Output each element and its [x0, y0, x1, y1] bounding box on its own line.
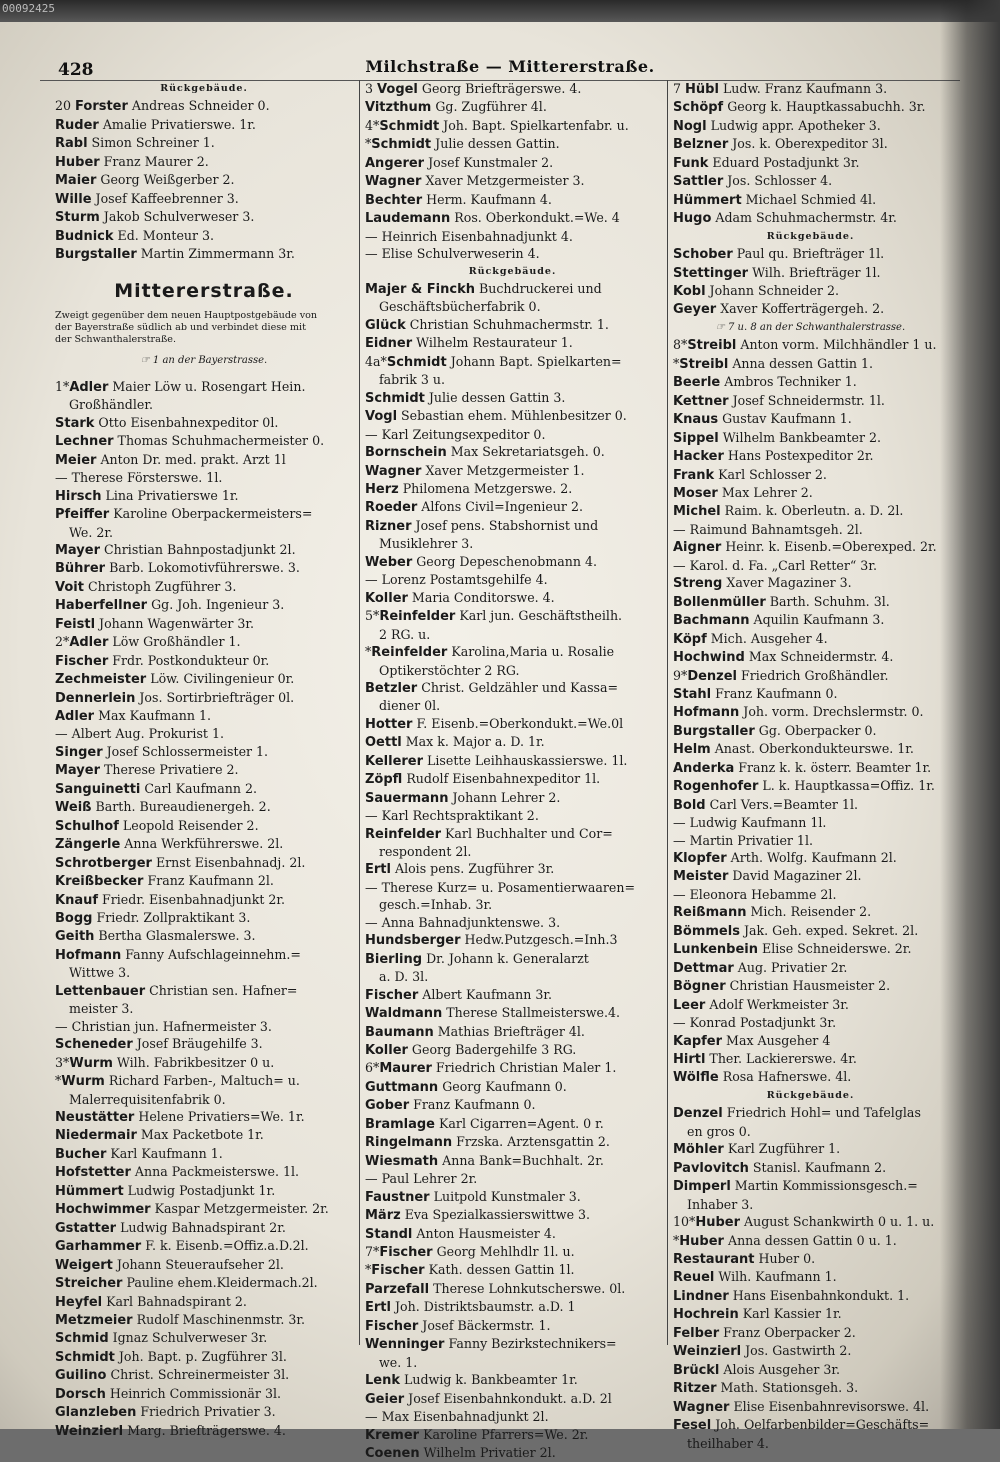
- directory-entry: Kapfer Max Ausgeher 4: [673, 1032, 831, 1049]
- directory-entry: 7 Hübl Ludw. Franz Kaufmann 3.: [673, 81, 888, 97]
- directory-entry: Michel Raim. k. Oberleutn. a. D. 2l.: [673, 503, 904, 520]
- directory-entry: Ringelmann Frzska. Arztensgattin 2.: [365, 1134, 610, 1151]
- image-id: 00092425: [2, 2, 55, 15]
- directory-entry: Wagner Xaver Metzgermeister 1.: [365, 462, 585, 479]
- directory-entry: Fischer Frdr. Postkondukteur 0r.: [55, 652, 270, 669]
- directory-entry: Sippel Wilhelm Bankbeamter 2.: [673, 429, 882, 446]
- directory-entry: Geier Josef Eisenbahnkondukt. a.D. 2l: [365, 1390, 612, 1407]
- directory-entry: — Raimund Bahnamtsgeh. 2l.: [673, 521, 863, 537]
- directory-entry: Ruder Amalie Privatierswe. 1r.: [55, 116, 256, 133]
- directory-entry: Lindner Hans Eisenbahnkondukt. 1.: [673, 1287, 910, 1304]
- directory-entry: Bömmels Jak. Geh. exped. Sekret. 2l.: [673, 922, 919, 939]
- directory-entry: Stettinger Wilh. Briefträger 1l.: [673, 264, 881, 281]
- directory-entry: We. 2r.: [69, 524, 114, 540]
- entry-list: [673, 1104, 948, 1452]
- directory-entry: Dimperl Martin Kommissionsgesch.=: [673, 1178, 918, 1195]
- directory-entry: 2*Adler Löw Großhändler 1.: [55, 634, 241, 651]
- running-head: Milchstraße — Mittererstraße.: [365, 57, 655, 76]
- directory-entry: — Karl Zeitungsexpeditor 0.: [365, 426, 546, 442]
- directory-entry: Lenk Ludwig k. Bankbeamter 1r.: [365, 1372, 578, 1389]
- directory-entry: Hirsch Lina Privatierswe 1r.: [55, 487, 239, 504]
- directory-entry: Bramlage Karl Cigarren=Agent. 0 r.: [365, 1115, 604, 1132]
- directory-entry: Felber Franz Oberpacker 2.: [673, 1324, 856, 1341]
- directory-entry: Reuel Wilh. Kaufmann 1.: [673, 1269, 837, 1286]
- directory-entry: Hofstetter Anna Packmeisterswe. 1l.: [55, 1164, 300, 1181]
- directory-entry: Schmid Ignaz Schulverweser 3r.: [55, 1330, 268, 1347]
- directory-entry: Zechmeister Löw. Civilingenieur 0r.: [55, 671, 295, 688]
- directory-entry: fabrik 3 u.: [379, 372, 446, 388]
- directory-entry: Voit Christoph Zugführer 3.: [55, 578, 237, 595]
- directory-entry: 2 RG. u.: [379, 626, 431, 642]
- directory-entry: — Anna Bahnadjunktenswe. 3.: [365, 914, 561, 930]
- directory-entry: Funk Eduard Postadjunkt 3r.: [673, 154, 860, 171]
- directory-entry: Klopfer Arth. Wolfg. Kaufmann 2l.: [673, 850, 897, 867]
- entry-list: [55, 97, 353, 263]
- directory-entry: Koller Maria Conditorswe. 4.: [365, 589, 555, 606]
- directory-entry: Zöpfl Rudolf Eisenbahnexpeditor 1l.: [365, 771, 601, 788]
- street-description: [55, 310, 353, 347]
- directory-entry: Bechter Herm. Kaufmann 4.: [365, 191, 552, 208]
- directory-entry: Malerrequisitenfabrik 0.: [69, 1091, 226, 1107]
- directory-entry: Burgstaller Martin Zimmermann 3r.: [55, 246, 295, 263]
- column-1: [55, 80, 353, 1440]
- directory-entry: diener 0l.: [379, 698, 441, 714]
- directory-entry: Bührer Barb. Lokomotivführerswe. 3.: [55, 560, 300, 577]
- directory-entry: 3*Wurm Wilh. Fabrikbesitzer 0 u.: [55, 1054, 275, 1071]
- directory-entry: Moser Max Lehrer 2.: [673, 484, 813, 501]
- directory-entry: Optikerstöchter 2 RG.: [379, 662, 520, 678]
- directory-entry: Weber Georg Depeschenobmann 4.: [365, 553, 598, 570]
- directory-entry: Bucher Karl Kaufmann 1.: [55, 1145, 223, 1162]
- directory-entry: *Fischer Kath. dessen Gattin 1l.: [365, 1262, 575, 1279]
- directory-entry: *Streibl Anna dessen Gattin 1.: [673, 355, 874, 372]
- directory-entry: Schober Paul qu. Briefträger 1l.: [673, 246, 885, 263]
- directory-entry: Singer Josef Schlossermeister 1.: [55, 743, 269, 760]
- directory-entry: Scheneder Josef Bräugehilfe 3.: [55, 1036, 263, 1053]
- directory-entry: März Eva Spezialkassierswittwe 3.: [365, 1207, 591, 1224]
- directory-entry: Kobl Johann Schneider 2.: [673, 282, 839, 299]
- directory-entry: Gstatter Ludwig Bahnadspirant 2r.: [55, 1219, 286, 1236]
- street-title: Mittererstraße.: [114, 279, 294, 302]
- directory-entry: Rizner Josef pens. Stabshornist und: [365, 517, 599, 534]
- directory-entry: Zängerle Anna Werkführerswe. 2l.: [55, 836, 284, 853]
- directory-entry: Geith Bertha Glasmalerswe. 3.: [55, 928, 256, 945]
- directory-entry: meister 3.: [69, 1001, 134, 1017]
- directory-entry: Coenen Wilhelm Privatier 2l.: [365, 1444, 556, 1461]
- directory-entry: Pavlovitch Stanisl. Kaufmann 2.: [673, 1159, 887, 1176]
- directory-entry: Möhler Karl Zugführer 1.: [673, 1141, 841, 1158]
- directory-entry: Ertl Joh. Distriktsbaumstr. a.D. 1: [365, 1299, 576, 1316]
- directory-entry: Belzner Jos. k. Oberexpeditor 3l.: [673, 136, 888, 153]
- directory-entry: Nogl Ludwig appr. Apotheker 3.: [673, 117, 881, 134]
- directory-entry: Musiklehrer 3.: [379, 536, 474, 552]
- directory-entry: Waldmann Therese Stallmeisterswe.4.: [365, 1005, 620, 1022]
- directory-entry: Dettmar Aug. Privatier 2r.: [673, 959, 848, 976]
- directory-entry: Wenninger Fanny Bezirkstechnikers=: [365, 1336, 617, 1353]
- directory-entry: Hümmert Ludwig Postadjunkt 1r.: [55, 1182, 276, 1199]
- directory-entry: Meier Anton Dr. med. prakt. Arzt 1l: [55, 451, 286, 468]
- directory-entry: *Reinfelder Karolina,Maria u. Rosalie: [365, 644, 615, 661]
- section-heading: Rückgebäude.: [766, 230, 855, 242]
- directory-entry: 8*Streibl Anton vorm. Milchhändler 1 u.: [673, 337, 937, 354]
- directory-entry: Betzler Christ. Geldzähler und Kassa=: [365, 679, 619, 696]
- directory-entry: — Therese Försterswe. 1l.: [55, 470, 223, 486]
- directory-entry: Budnick Ed. Monteur 3.: [55, 227, 215, 244]
- directory-entry: Fischer Josef Bäckermstr. 1.: [365, 1317, 551, 1334]
- directory-entry: Hirtl Ther. Lackiererswe. 4r.: [673, 1051, 857, 1068]
- directory-entry: Baumann Mathias Briefträger 4l.: [365, 1023, 585, 1040]
- directory-entry: Kellerer Lisette Leihhauskassierswe. 1l.: [365, 752, 628, 769]
- directory-entry: Inhaber 3.: [687, 1196, 754, 1212]
- directory-entry: respondent 2l.: [379, 844, 472, 860]
- directory-entry: Hümmert Michael Schmied 4l.: [673, 191, 877, 208]
- scan-top-band: [0, 0, 1000, 22]
- entry-list: [673, 245, 948, 319]
- directory-entry: Anderka Franz k. k. österr. Beamter 1r.: [673, 759, 932, 776]
- directory-entry: Wiesmath Anna Bank=Buchhalt. 2r.: [365, 1152, 604, 1169]
- directory-entry: Glück Christian Schuhmachermstr. 1.: [365, 316, 609, 333]
- directory-entry: Weigert Johann Steueraufseher 2l.: [55, 1256, 284, 1273]
- directory-entry: Hacker Hans Postexpeditor 2r.: [673, 448, 874, 465]
- directory-entry: Leer Adolf Werkmeister 3r.: [673, 996, 849, 1013]
- directory-entry: Hochwimmer Kaspar Metzgermeister. 2r.: [55, 1201, 329, 1218]
- directory-entry: 6*Maurer Friedrich Christian Maler 1.: [365, 1060, 617, 1077]
- directory-entry: Bachmann Aquilin Kaufmann 3.: [673, 612, 885, 629]
- directory-entry: Lunkenbein Elise Schneiderswe. 2r.: [673, 941, 912, 958]
- directory-entry: — Albert Aug. Prokurist 1.: [55, 726, 225, 742]
- directory-entry: — Eleonora Hebamme 2l.: [673, 886, 837, 902]
- directory-entry: Stahl Franz Kaufmann 0.: [673, 685, 838, 702]
- directory-entry: 1*Adler Maier Löw u. Rosengart Hein.: [55, 378, 306, 395]
- directory-entry: Guilino Christ. Schreinermeister 3l.: [55, 1367, 290, 1384]
- directory-entry: gesch.=Inhab. 3r.: [379, 897, 493, 913]
- directory-entry: Koller Georg Badergehilfe 3 RG.: [365, 1042, 577, 1059]
- directory-entry: Laudemann Ros. Oberkondukt.=We. 4: [365, 210, 620, 227]
- directory-entry: Hochwind Max Schneidermstr. 4.: [673, 649, 894, 666]
- directory-entry: *Schmidt Julie dessen Gattin.: [365, 136, 560, 153]
- directory-entry: en gros 0.: [687, 1123, 751, 1139]
- directory-entry: Großhändler.: [69, 397, 153, 413]
- directory-entry: Bornschein Max Sekretariatsgeh. 0.: [365, 444, 605, 461]
- directory-entry: Schrotberger Ernst Eisenbahnadj. 2l.: [55, 854, 306, 871]
- entry-list: [365, 80, 660, 263]
- directory-entry: Weiß Barth. Bureaudienergeh. 2.: [55, 799, 271, 816]
- directory-entry: Dennerlein Jos. Sortirbriefträger 0l.: [55, 689, 295, 706]
- directory-entry: Feistl Johann Wagenwärter 3r.: [55, 615, 255, 632]
- house-number-note: ☞ 7 u. 8 an der Schwanthalerstrasse.: [715, 321, 906, 333]
- directory-entry: Weinzierl Marg. Briefträgerswe. 4.: [55, 1422, 286, 1439]
- directory-entry: — Martin Privatier 1l.: [673, 832, 813, 848]
- directory-entry: Bogg Friedr. Zollpraktikant 3.: [55, 910, 251, 927]
- directory-entry: Streng Xaver Magaziner 3.: [673, 575, 852, 592]
- directory-entry: Kreißbecker Franz Kaufmann 2l.: [55, 873, 274, 890]
- directory-entry: Weinzierl Jos. Gastwirth 2.: [673, 1343, 852, 1360]
- directory-entry: Mayer Christian Bahnpostadjunkt 2l.: [55, 541, 296, 558]
- directory-entry: Heyfel Karl Bahnadspirant 2.: [55, 1293, 247, 1310]
- directory-entry: Rabl Simon Schreiner 1.: [55, 135, 215, 152]
- directory-entry: Guttmann Georg Kaufmann 0.: [365, 1078, 567, 1095]
- entry-list: [55, 378, 353, 1440]
- column-rule-2: [667, 80, 668, 1345]
- directory-entry: Schmidt Joh. Bapt. p. Zugführer 3l.: [55, 1348, 287, 1365]
- directory-entry: Hofmann Joh. vorm. Drechslermstr. 0.: [673, 704, 924, 721]
- directory-entry: Lechner Thomas Schuhmachermeister 0.: [55, 433, 325, 450]
- directory-entry: Eidner Wilhelm Restaurateur 1.: [365, 335, 573, 352]
- house-number-note: ☞ 1 an der Bayerstrasse.: [140, 355, 268, 367]
- directory-entry: Schöpf Georg k. Hauptkassabuchh. 3r.: [673, 99, 926, 116]
- directory-entry: Herz Philomena Metzgerswe. 2.: [365, 480, 573, 497]
- directory-entry: Haberfellner Gg. Joh. Ingenieur 3.: [55, 597, 285, 614]
- directory-entry: Kremer Karoline Pfarrers=We. 2r.: [365, 1426, 589, 1443]
- description-line: der Bayerstraße südlich ab und verbindet diese mit: [55, 321, 306, 333]
- description-line: der Schwanthalerstraße.: [55, 334, 176, 346]
- directory-entry: Sauermann Johann Lehrer 2.: [365, 789, 561, 806]
- description-line: Zweigt gegenüber dem neuen Hauptpostgebäude von: [55, 309, 318, 321]
- directory-entry: Majer & Finckh Buchdruckerei und: [365, 280, 602, 297]
- directory-entry: Mayer Therese Privatiere 2.: [55, 762, 239, 779]
- directory-entry: 4*Schmidt Joh. Bapt. Spielkartenfabr. u.: [365, 117, 629, 134]
- section-heading: Rückgebäude.: [160, 83, 248, 94]
- directory-entry: Standl Anton Hausmeister 4.: [365, 1225, 556, 1242]
- directory-entry: Rogenhofer L. k. Hauptkassa=Offiz. 1r.: [673, 778, 935, 795]
- directory-entry: Stark Otto Eisenbahnexpeditor 0l.: [55, 414, 279, 431]
- directory-entry: Pfeiffer Karoline Oberpackermeisters=: [55, 506, 313, 523]
- directory-entry: Maier Georg Weißgerber 2.: [55, 172, 235, 189]
- directory-entry: 20 Forster Andreas Schneider 0.: [55, 98, 270, 115]
- directory-entry: Restaurant Huber 0.: [673, 1251, 816, 1267]
- directory-entry: Bierling Dr. Johann k. Generalarzt: [365, 950, 589, 967]
- directory-entry: Burgstaller Gg. Oberpacker 0.: [673, 722, 877, 739]
- directory-entry: Hochrein Karl Kassier 1r.: [673, 1306, 842, 1323]
- directory-entry: — Heinrich Eisenbahnadjunkt 4.: [365, 228, 573, 244]
- directory-entry: Brückl Alois Ausgeher 3r.: [673, 1361, 841, 1378]
- directory-entry: Wittwe 3.: [69, 965, 131, 981]
- directory-entry: Oettl Max k. Major a. D. 1r.: [365, 734, 545, 751]
- directory-entry: Knauf Friedr. Eisenbahnadjunkt 2r.: [55, 891, 286, 908]
- column-rule-1: [359, 80, 360, 1345]
- directory-entry: Parzefall Therese Lohnkutscherswe. 0l.: [365, 1280, 626, 1297]
- directory-entry: 10*Huber August Schankwirth 0 u. 1. u.: [673, 1214, 935, 1231]
- directory-entry: — Max Eisenbahnadjunkt 2l.: [365, 1409, 549, 1425]
- directory-entry: 5*Reinfelder Karl jun. Geschäftstheilh.: [365, 608, 623, 625]
- directory-entry: we. 1.: [379, 1354, 418, 1370]
- directory-entry: Beerle Ambros Techniker 1.: [673, 374, 857, 391]
- directory-entry: Ritzer Math. Stationsgeh. 3.: [673, 1380, 859, 1397]
- section-heading: Rückgebäude.: [766, 1089, 855, 1101]
- directory-entry: Garhammer F. k. Eisenb.=Offiz.a.D.2l.: [55, 1238, 309, 1255]
- directory-entry: theilhaber 4.: [687, 1435, 769, 1451]
- directory-entry: — Elise Schulverweserin 4.: [365, 246, 540, 262]
- page-number: 428: [58, 60, 94, 80]
- directory-entry: — Konrad Postadjunkt 3r.: [673, 1015, 837, 1031]
- directory-entry: Geschäftsbücherfabrik 0.: [379, 299, 541, 315]
- directory-entry: Neustätter Helene Privatiers=We. 1r.: [55, 1109, 305, 1125]
- directory-entry: Geyer Xaver Kofferträgergeh. 2.: [673, 301, 885, 318]
- directory-entry: — Ludwig Kaufmann 1l.: [673, 815, 827, 831]
- directory-entry: Hundsberger Hedw.Putzgesch.=Inh.3: [365, 932, 618, 949]
- directory-entry: 4a*Schmidt Johann Bapt. Spielkarten=: [365, 353, 622, 370]
- directory-entry: Wagner Xaver Metzgermeister 3.: [365, 173, 585, 190]
- directory-entry: Gober Franz Kaufmann 0.: [365, 1097, 536, 1114]
- directory-entry: Sturm Jakob Schulverweser 3.: [55, 209, 255, 226]
- directory-entry: Adler Max Kaufmann 1.: [55, 708, 211, 725]
- directory-entry: Helm Anast. Oberkondukteurswe. 1r.: [673, 741, 914, 758]
- entry-list: [673, 336, 948, 1087]
- section-heading: Rückgebäude.: [468, 265, 557, 277]
- directory-entry: 3 Vogel Georg Briefträgerswe. 4.: [365, 81, 582, 97]
- directory-entry: Faustner Luitpold Kunstmaler 3.: [365, 1188, 581, 1205]
- directory-entry: Dorsch Heinrich Commissionär 3l.: [55, 1385, 281, 1402]
- directory-entry: Glanzleben Friedrich Privatier 3.: [55, 1404, 276, 1421]
- directory-entry: Hotter F. Eisenb.=Oberkondukt.=We.0l: [365, 715, 624, 732]
- directory-entry: Bold Carl Vers.=Beamter 1l.: [673, 796, 858, 813]
- directory-entry: Sattler Jos. Schlosser 4.: [673, 173, 833, 190]
- entry-list: [673, 80, 948, 228]
- directory-entry: Wölfle Rosa Hafnerswe. 4l.: [673, 1069, 852, 1086]
- directory-entry: Metzmeier Rudolf Maschinenmstr. 3r.: [55, 1311, 306, 1328]
- directory-entry: — Paul Lehrer 2r.: [365, 1171, 478, 1187]
- directory-entry: Meister David Magaziner 2l.: [673, 868, 862, 885]
- directory-entry: Knaus Gustav Kaufmann 1.: [673, 411, 852, 428]
- directory-entry: Lettenbauer Christian sen. Hafner=: [55, 982, 298, 999]
- directory-entry: Bollenmüller Barth. Schuhm. 3l.: [673, 593, 890, 610]
- column-3: [673, 80, 948, 1452]
- directory-entry: Vogl Sebastian ehem. Mühlenbesitzer 0.: [365, 408, 627, 425]
- directory-entry: Reinfelder Karl Buchhalter und Cor=: [365, 825, 613, 842]
- directory-entry: Hugo Adam Schuhmachermstr. 4r.: [673, 210, 897, 227]
- column-2: [365, 80, 660, 1462]
- directory-entry: Angerer Josef Kunstmaler 2.: [365, 154, 554, 171]
- directory-entry: — Christian jun. Hafnermeister 3.: [55, 1018, 272, 1034]
- directory-entry: — Therese Kurz= u. Posamentierwaaren=: [365, 879, 636, 895]
- directory-entry: a. D. 3l.: [379, 969, 429, 985]
- directory-entry: Köpf Mich. Ausgeher 4.: [673, 630, 828, 647]
- directory-entry: Aigner Heinr. k. Eisenb.=Oberexped. 2r.: [673, 539, 937, 556]
- directory-entry: Schmidt Julie dessen Gattin 3.: [365, 389, 566, 406]
- directory-entry: — Karol. d. Fa. „Carl Retter“ 3r.: [673, 557, 877, 573]
- directory-entry: Kettner Josef Schneidermstr. 1l.: [673, 392, 885, 409]
- entry-list: [365, 280, 660, 1462]
- directory-entry: Ertl Alois pens. Zugführer 3r.: [365, 861, 555, 878]
- note-text: 1 an der Bayerstrasse.: [152, 355, 268, 367]
- directory-entry: Niedermair Max Packetbote 1r.: [55, 1127, 264, 1144]
- directory-entry: — Lorenz Postamtsgehilfe 4.: [365, 572, 548, 588]
- directory-entry: Huber Franz Maurer 2.: [55, 153, 209, 170]
- directory-entry: Schulhof Leopold Reisender 2.: [55, 817, 259, 834]
- directory-entry: Wille Josef Kaffeebrenner 3.: [55, 190, 239, 207]
- directory-entry: Frank Karl Schlosser 2.: [673, 466, 827, 483]
- directory-entry: Fischer Albert Kaufmann 3r.: [365, 986, 553, 1003]
- directory-entry: Hofmann Fanny Aufschlageinnehm.=: [55, 946, 301, 963]
- directory-entry: 9*Denzel Friedrich Großhändler.: [673, 667, 889, 684]
- directory-entry: Sanguinetti Carl Kaufmann 2.: [55, 780, 257, 797]
- directory-entry: Reißmann Mich. Reisender 2.: [673, 904, 872, 921]
- directory-entry: Denzel Friedrich Hohl= und Tafelglas: [673, 1105, 921, 1122]
- directory-entry: Roeder Alfons Civil=Ingenieur 2.: [365, 499, 583, 516]
- directory-entry: Vitzthum Gg. Zugführer 4l.: [365, 99, 547, 116]
- directory-entry: *Huber Anna dessen Gattin 0 u. 1.: [673, 1232, 897, 1249]
- directory-entry: *Wurm Richard Farben-, Maltuch= u.: [55, 1073, 300, 1090]
- directory-entry: — Karl Rechtspraktikant 2.: [365, 808, 539, 824]
- directory-entry: 7*Fischer Georg Mehlhdlr 1l. u.: [365, 1244, 575, 1260]
- directory-entry: Bögner Christian Hausmeister 2.: [673, 978, 891, 995]
- note-text: 7 u. 8 an der Schwanthalerstrasse.: [727, 321, 906, 333]
- directory-entry: Wagner Elise Eisenbahnrevisorswe. 4l.: [673, 1398, 930, 1415]
- directory-entry: Streicher Pauline ehem.Kleidermach.2l.: [55, 1275, 318, 1292]
- directory-entry: Fesel Joh. Oelfarbenbilder=Geschäfts=: [673, 1417, 930, 1434]
